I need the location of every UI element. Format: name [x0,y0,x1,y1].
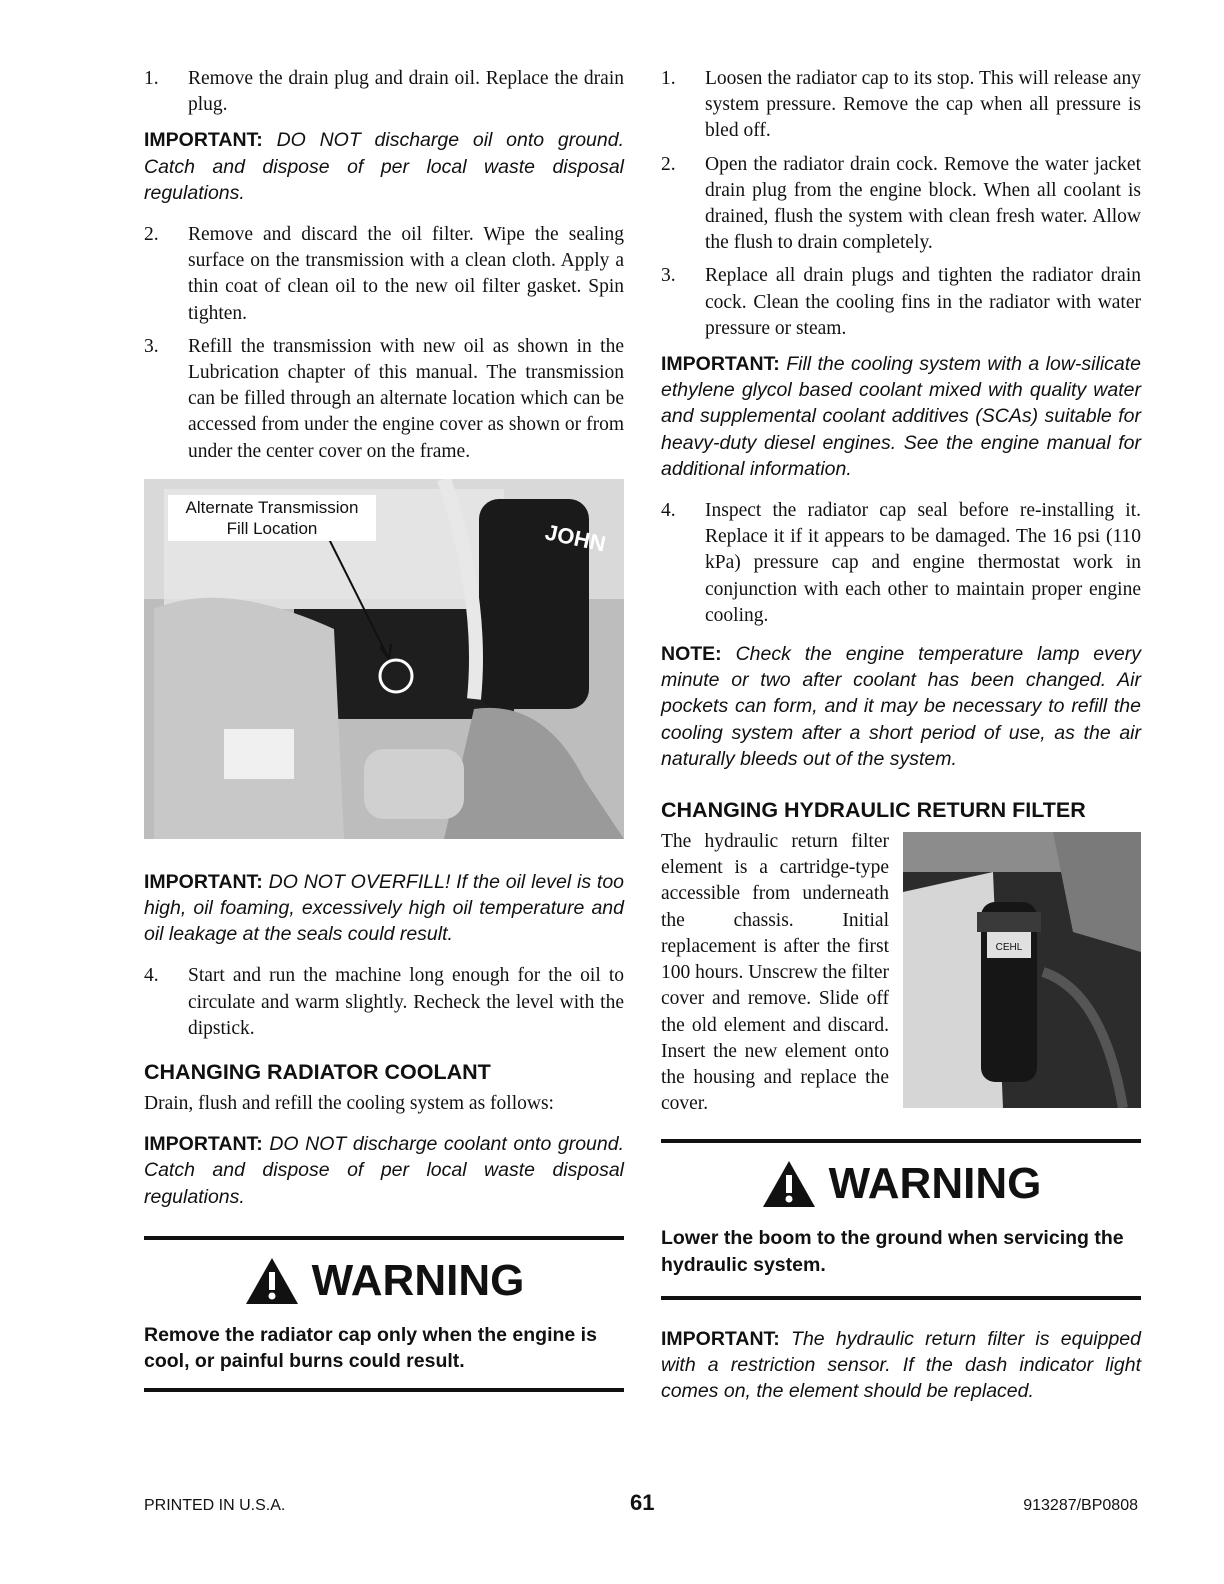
footer-right: 913287/BP0808 [1023,1497,1138,1514]
step-4 [661,498,1141,629]
important-note [661,351,1141,482]
warning-title [661,1159,1141,1209]
step-1 [144,66,624,118]
warning-title-text: WARNING [311,1255,525,1305]
step-text: Remove the drain plug and drain oil. Replace the drain plug. [188,68,624,116]
step-1 [661,66,1141,145]
right-column [661,66,1141,1420]
step-number: 3. [661,265,676,287]
warning-triangle-icon [761,1159,817,1209]
important-label: IMPORTANT: [661,353,780,376]
photo-callout [168,495,376,541]
warning-box [144,1236,624,1392]
important-text: DO NOT discharge coolant onto ground. Catch and dispose of per local waste disposal regulations. [144,1133,624,1208]
step-number: 1. [661,68,676,89]
callout-line-1: Alternate Transmission [185,497,359,517]
step-4 [144,963,624,1042]
warning-box [661,1139,1141,1299]
step-3 [661,263,1141,342]
step-text: Start and run the machine long enough for the oil to circulate and warm slightly. Recheck the level with the dipstick. [188,965,624,1039]
hydraulic-photo-art [903,832,1141,1108]
step-2 [661,152,1141,257]
note [661,641,1141,772]
warning-text: Lower the boom to the ground when servicing the hydraulic system. [661,1227,1124,1276]
important-text: The hydraulic return filter is equipped with a restriction sensor. If the dash indicator light comes on, the element should be replaced. [661,1327,1141,1403]
step-text: Refill the transmission with new oil as shown in the Lubrication chapter of this manual. The transmission can be filled through an alternate location which can be accessed from under the engine cover as shown or from under the center cover on the frame. [188,335,624,462]
step-text: Open the radiator drain cock. Remove the water jacket drain plug from the engine block. When all coolant is drained, flush the system with clean fresh water. Allow the flush to drain completely. [705,153,1141,254]
warning-title-text: WARNING [828,1159,1042,1209]
page-number: 61 [630,1490,655,1515]
hydraulic-filter-photo [903,832,1141,1108]
step-text: Replace all drain plugs and tighten the radiator drain cock. Clean the cooling fins in the radiator with water pressure or steam. [705,265,1141,339]
step-2 [144,222,624,327]
section-heading: CHANGING RADIATOR COOLANT [144,1060,491,1085]
important-note [144,127,624,206]
warning-triangle-icon [244,1256,300,1306]
important-text: Fill the cooling system with a low-silicate ethylene glycol based coolant mixed with quality water and supplemental coolant additives (SCAs) suitable for heavy-duty diesel engines. See the engine manual for additional information. [661,353,1142,480]
step-number: 3. [144,335,159,357]
step-number: 4. [144,965,159,987]
section-heading: CHANGING HYDRAULIC RETURN FILTER [661,798,1086,823]
filter-brand-text: JOHN [542,519,608,557]
step-number: 4. [661,500,676,522]
warning-title [144,1256,624,1306]
note-text: Check the engine temperature lamp every minute or two after coolant has been changed. Air pockets can form, and it may be necessary to refill the cooling system after a short period of use, as the air naturally bleeds out of the system. [661,643,1141,770]
important-note [661,1326,1141,1405]
step-number: 2. [144,224,159,246]
step-text: Inspect the radiator cap seal before re-installing it. Replace it if it appears to be damaged. The 16 psi (110 kPa) pressure cap and engine thermostat work in conjunction with each other to maintain proper engine cooling. [705,500,1141,626]
important-label: IMPORTANT: [144,870,263,893]
filter-label-text: CEHL [995,942,1023,954]
important-note [144,869,624,948]
important-text: DO NOT OVERFILL! If the oil level is too high, oil foaming, excessively high oil temperature and oil leakage at the seals could result. [144,870,625,946]
section-intro: Drain, flush and refill the cooling system as follows: [144,1093,554,1115]
step-number: 1. [144,68,159,89]
important-label: IMPORTANT: [144,1133,263,1156]
left-column [144,66,624,1392]
transmission-fill-photo [144,479,624,839]
important-label: IMPORTANT: [144,129,263,152]
step-text: Loosen the radiator cap to its stop. This will release any system pressure. Remove the cap when all pressure is bled off. [705,68,1141,142]
step-3 [144,334,624,465]
step-number: 2. [661,153,676,175]
note-label: NOTE: [661,643,722,666]
hydraulic-text: The hydraulic return filter element is a cartridge-type accessible from underneath the chassis. Initial replacement is after the first 100 hours. Unscrew the filter cover and remove. Slide off the old element and discard. Insert the new element onto the housing and replace the cover. [661,831,889,1115]
footer-left: PRINTED IN U.S.A. [144,1497,286,1514]
important-note [144,1131,624,1210]
warning-text: Remove the radiator cap only when the engine is cool, or painful burns could result. [144,1323,597,1373]
important-text: DO NOT discharge oil onto ground. Catch and dispose of per local waste disposal regulations. [144,129,624,204]
hydraulic-section [661,829,1141,1117]
important-label: IMPORTANT: [661,1327,780,1350]
step-text: Remove and discard the oil filter. Wipe the sealing surface on the transmission with a clean cloth. Apply a thin coat of clean oil to the new oil filter gasket. Spin tighten. [188,224,624,324]
callout-line-2: Fill Location [226,518,318,538]
